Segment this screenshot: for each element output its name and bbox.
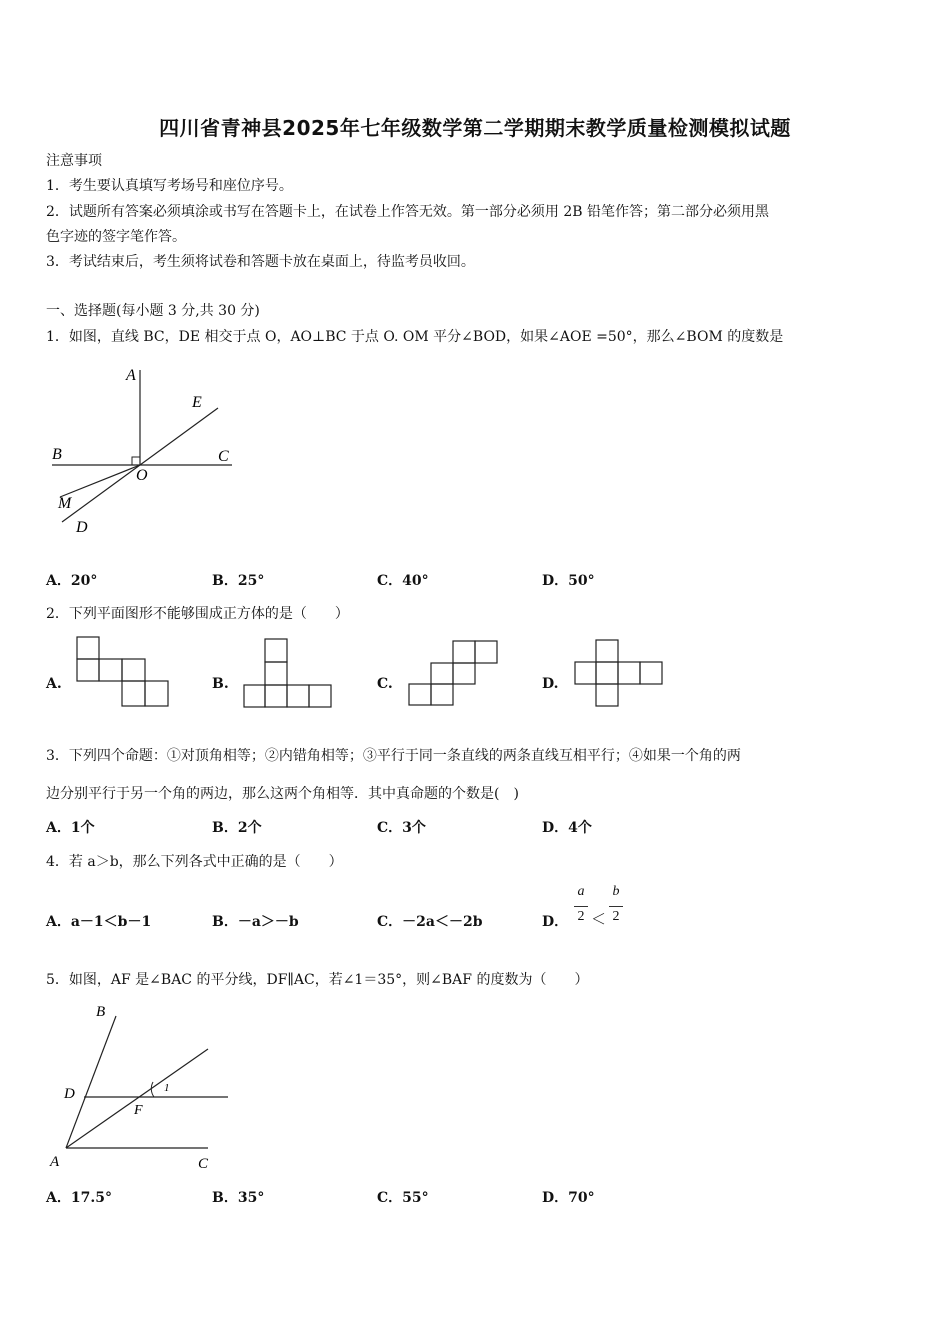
q5-figure <box>44 998 244 1174</box>
q1-figure <box>40 360 250 540</box>
q4-option-c: C．－2a＜－2b <box>377 914 483 930</box>
label-d: D <box>76 519 88 536</box>
q2-option-b: B. <box>212 676 229 692</box>
label-a: A <box>50 1154 60 1170</box>
q4-option-d: D． <box>542 914 569 930</box>
q4-option-b: B．－a＞－b <box>212 914 299 930</box>
notice-item-2: 2．试题所有答案必须填涂或书写在答题卡上，在试卷上作答无效。第一部分必须用 2B 铅笔作答；第二部分必须用黑 <box>46 204 769 220</box>
line-ab <box>66 1016 116 1148</box>
q3-option-b: B．2个 <box>212 820 262 836</box>
notice-item-3: 3．考试结束后，考生须将试卷和答题卡放在桌面上，待监考员收回。 <box>46 254 475 270</box>
line-om <box>60 465 140 497</box>
label-1: 1 <box>164 1082 170 1094</box>
label-e: E <box>192 394 202 411</box>
right-angle-mark <box>132 457 140 465</box>
q1-option-d: D．50° <box>542 573 595 589</box>
q4-option-a: A．a－1＜b－1 <box>46 914 152 930</box>
q3-option-c: C．3个 <box>377 820 426 836</box>
frac-bar-1 <box>574 906 588 907</box>
label-c: C <box>218 448 229 465</box>
q2-net-a <box>76 636 171 710</box>
page-title: 四川省青神县2025年七年级数学第二学期期末教学质量检测模拟试题 <box>159 116 791 140</box>
frac-den-2: 2 <box>612 909 620 924</box>
q1-option-a: A．20° <box>46 573 98 589</box>
q5-stem: 5．如图，AF 是∠BAC 的平分线，DF∥AC，若∠1＝35°，则∠BAF 的度数为（ ） <box>46 972 589 988</box>
label-m: M <box>58 495 72 512</box>
label-o: O <box>136 467 148 484</box>
q2-stem: 2．下列平面图形不能够围成正方体的是（ ） <box>46 606 349 622</box>
q1-option-c: C．40° <box>377 573 429 589</box>
q2-option-c: C. <box>377 676 393 692</box>
q4-stem: 4．若 a＞b，那么下列各式中正确的是（ ） <box>46 854 343 870</box>
q2-net-b <box>243 638 335 710</box>
label-b: B <box>96 1004 106 1020</box>
notice-heading: 注意事项 <box>46 153 102 169</box>
q5-option-d: D．70° <box>542 1190 595 1206</box>
notice-item-1: 1．考生要认真填写考场号和座位序号。 <box>46 178 293 194</box>
label-a: A <box>126 367 136 384</box>
label-f: F <box>134 1103 143 1118</box>
q3-stem-line1: 3．下列四个命题：①对顶角相等；②内错角相等；③平行于同一条直线的两条直线互相平行；④如果一个角的两 <box>46 748 741 764</box>
q5-option-a: A．17.5° <box>46 1190 112 1206</box>
q2-net-c <box>408 640 500 708</box>
q1-option-b: B．25° <box>212 573 265 589</box>
label-d: D <box>64 1086 75 1102</box>
section-heading: 一、选择题(每小题 3 分,共 30 分) <box>46 303 260 319</box>
frac-den-1: 2 <box>577 909 585 924</box>
label-c: C <box>198 1156 209 1172</box>
notice-item-2-cont: 色字迹的签字笔作答。 <box>46 229 186 245</box>
frac-less-than: ＜ <box>591 910 607 928</box>
q2-option-a: A. <box>46 676 62 692</box>
frac-num-b: b <box>612 884 620 899</box>
q2-option-d: D. <box>542 676 559 692</box>
q2-net-d <box>574 639 666 709</box>
q1-stem: 1．如图，直线 BC，DE 相交于点 O，AO⊥BC 于点 O. OM 平分∠BOD，如果∠AOE =50°，那么∠BOM 的度数是 <box>46 329 784 345</box>
angle-1-arc <box>151 1082 154 1097</box>
frac-num-a: a <box>577 884 585 899</box>
frac-bar-2 <box>609 906 623 907</box>
q5-option-c: C．55° <box>377 1190 429 1206</box>
line-af <box>66 1049 208 1148</box>
q3-option-a: A．1个 <box>46 820 95 836</box>
label-b: B <box>52 446 62 463</box>
q3-stem-line2: 边分别平行于另一个角的两边，那么这两个角相等．其中真命题的个数是( ) <box>46 786 519 802</box>
q5-option-b: B．35° <box>212 1190 265 1206</box>
q3-option-d: D．4个 <box>542 820 592 836</box>
